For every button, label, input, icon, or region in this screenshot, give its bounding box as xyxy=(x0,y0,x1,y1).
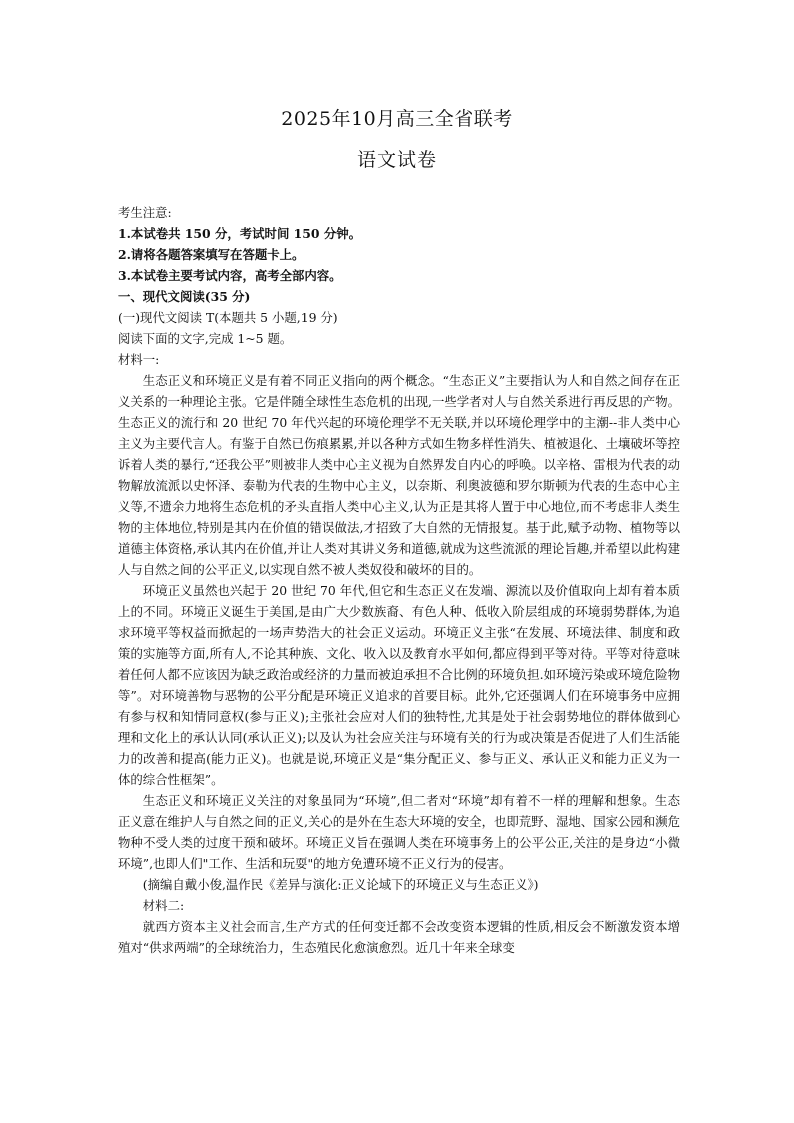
material-1-paragraph-3: 生态正义和环境正义关注的对象虽同为“环境”,但二者对“环境”却有着不一样的理解和想象。生态正义意在维护人与自然之间的正义,关心的是外在生态大环境的安全，也即荒野、湿地、国家公园和濒危物种不受人类的过度干预和破坏。环境正义旨在强调人类在环境事务上的公平公正,关注的是身边“小微环境”,也即人们"工作、生活和玩耍"的地方免遭环境不正义行为的侵害。 xyxy=(118,793,680,871)
section-heading: 一、现代文阅读(35 分) xyxy=(118,289,251,304)
material-1-label: 材料一: xyxy=(118,352,160,367)
notice-item-2: 2.请将各题答案填写在答题卡上。 xyxy=(118,247,305,262)
exam-body xyxy=(118,202,680,958)
material-1-citation: (摘编自戴小俊,温作民《差异与演化:正义论域下的环境正义与生态正义》) xyxy=(142,877,539,892)
section-instruction: 阅读下面的文字,完成 1~5 题。 xyxy=(118,331,293,346)
notice-heading: 考生注意: xyxy=(118,205,172,220)
exam-subtitle: 语文试卷 xyxy=(356,149,437,171)
material-1-paragraph-1: 生态正义和环境正义是有着不同正义指向的两个概念。“生态正义”主要指认为人和自然之间存在正义关系的一种理论主张。它是伴随全球性生态危机的出现,一些学者对人与自然关系进行再反思的产物。生态正义的流行和 20 世纪 70 年代兴起的环境伦理学不无关联,并以环境伦理学中的主潮--非人类中心主义为主要代言人。有鉴于自然已伤痕累累,并以各种方式如生物多样性消失、植被退化、土壤破坏等控诉着人类的暴行,“还我公平”则被非人类中心主义视为自然界发自内心的呼唤。以辛格、雷根为代表的动物解放流派以史怀泽、泰勒为代表的生物中心主义，以奈斯、利奥波德和罗尔斯顿为代表的生态中心主义等,不遗余力地将生态危机的矛头直指人类中心主义,认为正是其将人置于中心地位,而不考虑非人类生物的主体地位,特别是其内在价值的错误做法,才招致了大自然的无情报复。基于此,赋予动物、植物等以道德主体资格,承认其内在价值,并让人类对其讲义务和道德,就成为这些流派的理论旨趣,并希望以此构建人与自然之间的公平正义,以实现自然不被人类奴役和破坏的目的。 xyxy=(118,373,680,577)
section-subheading: (一)现代文阅读 T(本题共 5 小题,19 分) xyxy=(118,310,338,325)
exam-title: 2025年10月高三全省联考 xyxy=(281,108,513,130)
notice-item-3: 3.本试卷主要考试内容，高考全部内容。 xyxy=(118,268,342,283)
material-2-paragraph-1: 就西方资本主义社会而言,生产方式的任何变迁都不会改变资本逻辑的性质,相反会不断激发资本增殖对“供求两端”的全球统治力，生态殖民化愈演愈烈。近几十年来全球变 xyxy=(118,919,680,955)
material-2-label: 材料二: xyxy=(142,898,185,913)
material-1-paragraph-2: 环境正义虽然也兴起于 20 世纪 70 年代,但它和生态正义在发端、源流以及价值取向上却有着本质上的不同。环境正义诞生于美国,是由广大少数族裔、有色人种、低收入阶层组成的环境弱势群体,为追求环境平等权益而掀起的一场声势浩大的社会正义运动。环境正义主张“在发展、环境法律、制度和政策的实施等方面,所有人,不论其种族、文化、收入以及教育水平如何,都应得到平等对待。平等对待意味着任何人都不应该因为缺乏政治或经济的力量而被迫承担不合比例的环境负担.如环境污染或环境危险物等”。对环境善物与恶物的公平分配是环境正义追求的首要目标。此外,它还强调人们在环境事务中应拥有参与权和知情同意权(参与正义);主张社会应对人们的独特性,尤其是处于社会弱势地位的群体做到心理和文化上的承认认同(承认正义);以及认为社会应关注与环境有关的行为或决策是否促进了人们生活能力的改善和提高(能力正义)。也就是说,环境正义是“集分配正义、参与正义、承认正义和能力正义为一体的综合性框架”。 xyxy=(118,583,680,787)
notice-item-1: 1.本试卷共 150 分，考试时间 150 分钟。 xyxy=(118,226,361,241)
